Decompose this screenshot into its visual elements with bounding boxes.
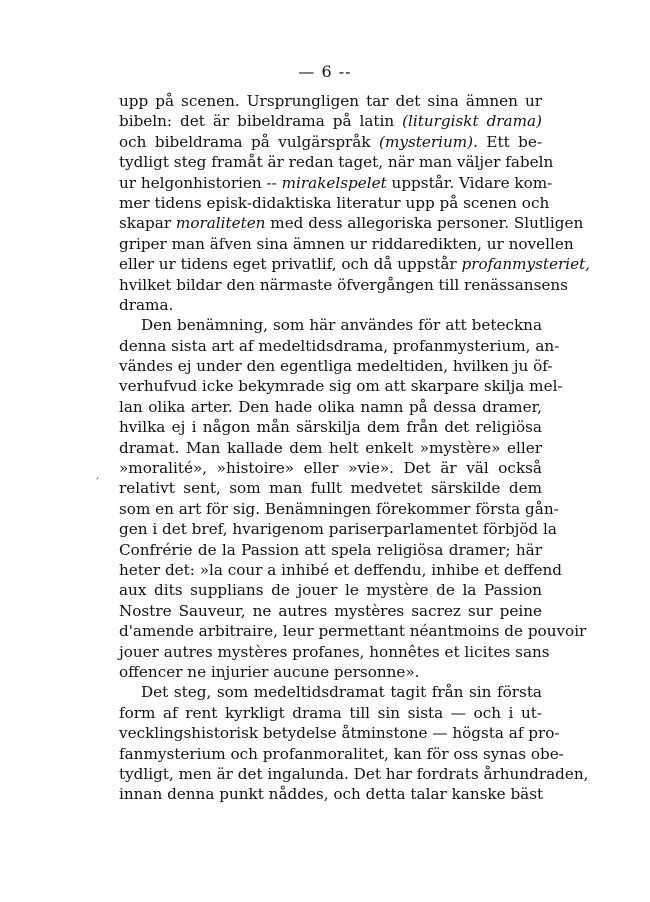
italic-term: moraliteten: [175, 214, 266, 233]
page-number: — 6 --: [298, 62, 352, 81]
text-line: [119, 193, 550, 213]
text-segment: d'amende arbitraire, leur permettant néantmoins de pouvoir: [119, 622, 587, 641]
text-segment: hvilket bildar den närmaste öfvergången till renässansens: [119, 275, 568, 294]
text-line: [119, 662, 542, 682]
text-segment: innan denna punkt nåddes, och detta talar kanske bäst: [119, 785, 544, 804]
text-line: [119, 173, 553, 193]
text-line: [119, 315, 542, 335]
text-segment: och bibeldrama på vulgärspråk: [119, 132, 380, 151]
text-segment: Nostre Sauveur, ne autres mystères sacrez sur peine: [119, 601, 542, 620]
text-line: [119, 519, 557, 539]
text-line: [119, 91, 542, 111]
text-segment: mer tidens episk-didaktiska literatur upp på scenen och: [119, 193, 550, 212]
text-line: [119, 438, 542, 458]
text-segment: denna sista art af medeltidsdrama, profanmysterium, an-: [119, 336, 560, 355]
text-segment: bibeln: det är bibeldrama på latin: [119, 112, 403, 131]
text-line: [119, 764, 589, 784]
body-text: [119, 91, 591, 805]
text-line: [119, 682, 542, 702]
text-line: [119, 417, 542, 437]
italic-term: (mysterium).: [379, 132, 478, 151]
text-line: [119, 580, 542, 600]
text-segment: upp på scenen. Ursprungligen tar det sina ämnen ur: [119, 92, 542, 110]
text-segment: hvilka ej i någon mån särskilja dem från det religiösa: [119, 418, 542, 437]
text-segment: Confrérie de la Passion att spela religiösa dramer; här: [119, 540, 542, 559]
text-segment: eller ur tidens eget privatlif, och då uppstår: [119, 255, 462, 274]
text-line: [119, 132, 542, 152]
text-line: [119, 234, 574, 254]
text-line: [119, 458, 542, 478]
text-line: [119, 336, 560, 356]
text-segment: form af rent kyrkligt drama till sin sista — och i ut-: [119, 703, 542, 722]
text-segment: gen i det bref, hvarigenom pariserparlamentet förbjöd la: [119, 520, 557, 539]
text-segment: som en art för sig. Benämningen förekommer första gån-: [119, 499, 559, 518]
text-line: [119, 601, 542, 621]
italic-term: (liturgiskt drama): [402, 112, 542, 131]
text-segment: jouer autres mystères profanes, honnêtes et licites sans: [119, 642, 550, 661]
text-segment: tydligt, men är det ingalunda. Det har fordrats århundraden,: [119, 764, 589, 783]
text-line: [119, 784, 542, 804]
text-segment: vändes ej under den egentliga medeltiden, hvilken ju öf-: [119, 357, 553, 376]
text-line: [119, 499, 559, 519]
text-segment: fanmysterium och profanmoralitet, kan för oss synas obe-: [119, 744, 564, 763]
text-segment: vecklingshistorisk betydelse åtminstone — högsta af pro-: [119, 724, 560, 743]
text-segment: med dess allegoriska personer. Slutligen: [265, 214, 584, 233]
text-line: [119, 723, 560, 743]
text-segment: tydligt steg framåt är redan taget, när man väljer fabeln: [119, 153, 554, 172]
text-segment: »moralité», »histoire» eller »vie». Det är väl också: [119, 459, 542, 478]
text-line: [119, 295, 542, 315]
text-line: [119, 478, 542, 498]
text-line: [119, 621, 587, 641]
text-line: [119, 111, 542, 131]
italic-term: profanmysteriet,: [461, 255, 591, 274]
text-line: [119, 152, 554, 172]
text-line: [119, 356, 553, 376]
text-segment: verhufvud icke bekymrade sig om att skarpare skilja mel-: [119, 377, 563, 396]
text-segment: Den benämning, som här användes för att beteckna: [141, 316, 542, 335]
text-line: [119, 560, 563, 580]
text-segment: Ett be-: [477, 132, 542, 151]
text-segment: dramat. Man kallade dem helt enkelt »mystère» eller: [119, 438, 542, 457]
text-line: [119, 397, 542, 417]
text-line: [119, 254, 591, 274]
text-segment: Det steg, som medeltidsdramat tagit från sin första: [141, 683, 542, 702]
text-segment: relativt sent, som man fullt medvetet särskilde dem: [119, 479, 542, 498]
text-segment: uppstår. Vidare kom-: [386, 173, 553, 192]
text-line: [119, 275, 568, 295]
text-line: [119, 540, 542, 560]
text-segment: lan olika arter. Den hade olika namn på dessa dramer,: [119, 397, 542, 416]
text-line: [119, 703, 542, 723]
text-segment: ur helgonhistorien --: [119, 173, 282, 192]
text-segment: aux dits supplians de jouer le mystère de la Passion: [119, 581, 542, 600]
italic-term: mirakelspelet: [281, 173, 387, 192]
text-segment: drama.: [119, 295, 174, 314]
text-segment: offencer ne injurier aucune personne».: [119, 662, 420, 681]
text-line: [119, 744, 564, 764]
text-line: [119, 213, 584, 233]
margin-mark: ˊ: [94, 476, 100, 490]
text-segment: griper man äfven sina ämnen ur riddaredikten, ur novellen: [119, 234, 574, 253]
text-segment: skapar: [119, 214, 176, 233]
text-line: [119, 642, 550, 662]
text-segment: heter det: »la cour a inhibé et deffendu, inhibe et deffend: [119, 560, 563, 579]
text-line: [119, 376, 563, 396]
